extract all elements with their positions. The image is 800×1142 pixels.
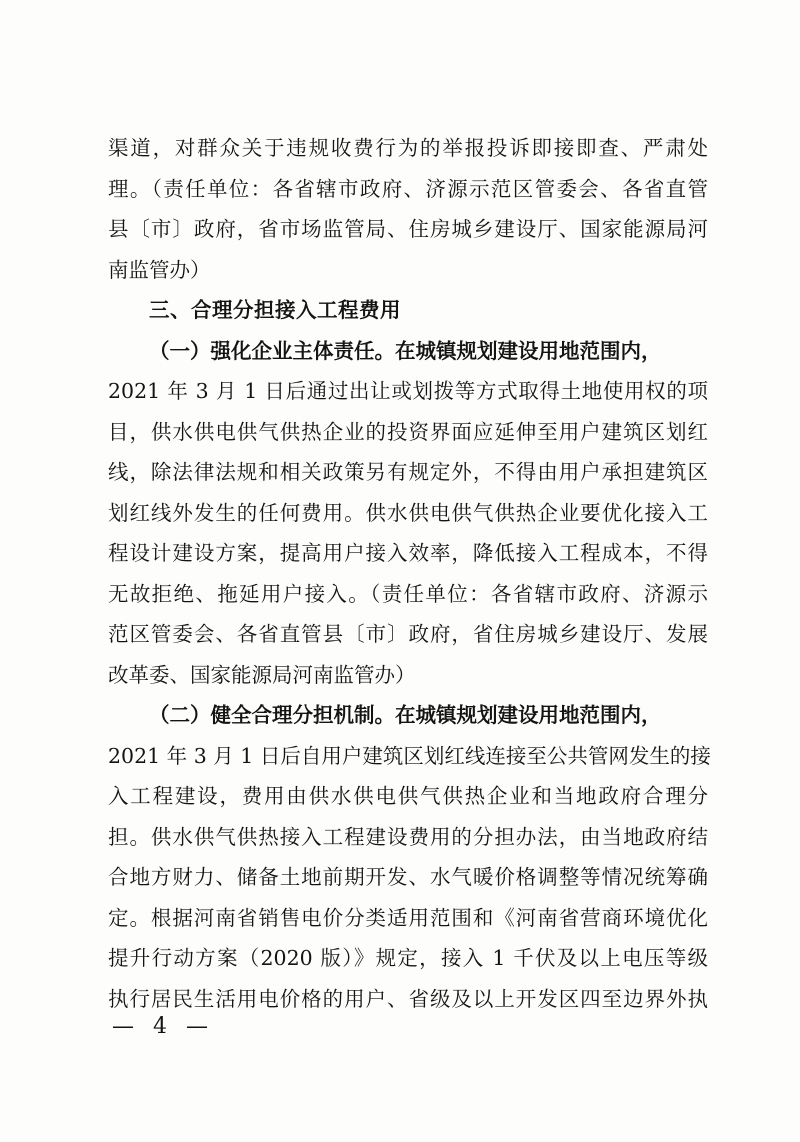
page-number: — 4 —	[112, 1014, 214, 1039]
item-2-label: （二）	[149, 703, 211, 727]
text-line-10: 划红线外发生的任何费用。供水供电供气供热企业要优化接入工	[108, 500, 708, 525]
text-line-14: 改革委、国家能源局河南监管办）	[108, 662, 416, 687]
text-line-21: 提升行动方案（2020 版）》规定，接入 1 千伏及以上电压等级	[108, 946, 708, 970]
text-line-4: 南监管办）	[108, 257, 211, 282]
item-1-title: 强化企业主体责任。在城镇规划建设用地范围内，	[210, 338, 662, 363]
section-heading-3: 三、合理分担接入工程费用	[149, 298, 401, 322]
text-line-8: 目，供水供电供气供热企业的投资界面应延伸至用户建筑区划红	[108, 419, 708, 444]
item-2-first-line	[108, 695, 708, 736]
document-body	[108, 128, 711, 1019]
text-line-17: 入工程建设，费用由供水供电供气供热企业和当地政府合理分	[108, 784, 708, 808]
text-line-7: 2021 年 3 月 1 日后通过出让或划拨等方式取得土地使用权的项	[108, 379, 708, 403]
text-line-18: 担。供水供气供热接入工程建设费用的分担办法，由当地政府结	[108, 824, 708, 849]
text-line-16: 2021 年 3 月 1 日后自用户建筑区划红线连接至公共管网发生的接	[108, 743, 711, 768]
text-line-22: 执行居民生活用电价格的用户、省级及以上开发区四至边界外执	[108, 986, 708, 1011]
item-1-label: （一）	[149, 338, 211, 363]
text-line-19: 合地方财力、储备土地前期开发、水气暖价格调整等情况统筹确	[108, 865, 708, 889]
text-line-1: 渠道，对群众关于违规收费行为的举报投诉即接即查、严肃处	[108, 136, 708, 160]
text-line-11: 程设计建设方案，提高用户接入效率，降低接入工程成本，不得	[108, 541, 708, 565]
text-line-13: 范区管委会、各省直管县〔市〕政府，省住房城乡建设厅、发展	[108, 622, 708, 646]
text-line-2: 理。（责任单位：各省辖市政府、济源示范区管委会、各省直管	[108, 176, 708, 201]
item-2-title: 健全合理分担机制。在城镇规划建设用地范围内，	[210, 703, 662, 727]
item-1-first-line	[108, 331, 708, 372]
text-line-12: 无故拒绝、拖延用户接入。（责任单位：各省辖市政府、济源示	[108, 581, 708, 606]
text-line-20: 定。根据河南省销售电价分类适用范围和《河南省营商环境优化	[108, 905, 708, 930]
text-line-9: 线，除法律法规和相关政策另有规定外，不得由用户承担建筑区	[108, 460, 708, 484]
text-line-3: 县〔市〕政府，省市场监管局、住房城乡建设厅、国家能源局河	[108, 217, 708, 241]
